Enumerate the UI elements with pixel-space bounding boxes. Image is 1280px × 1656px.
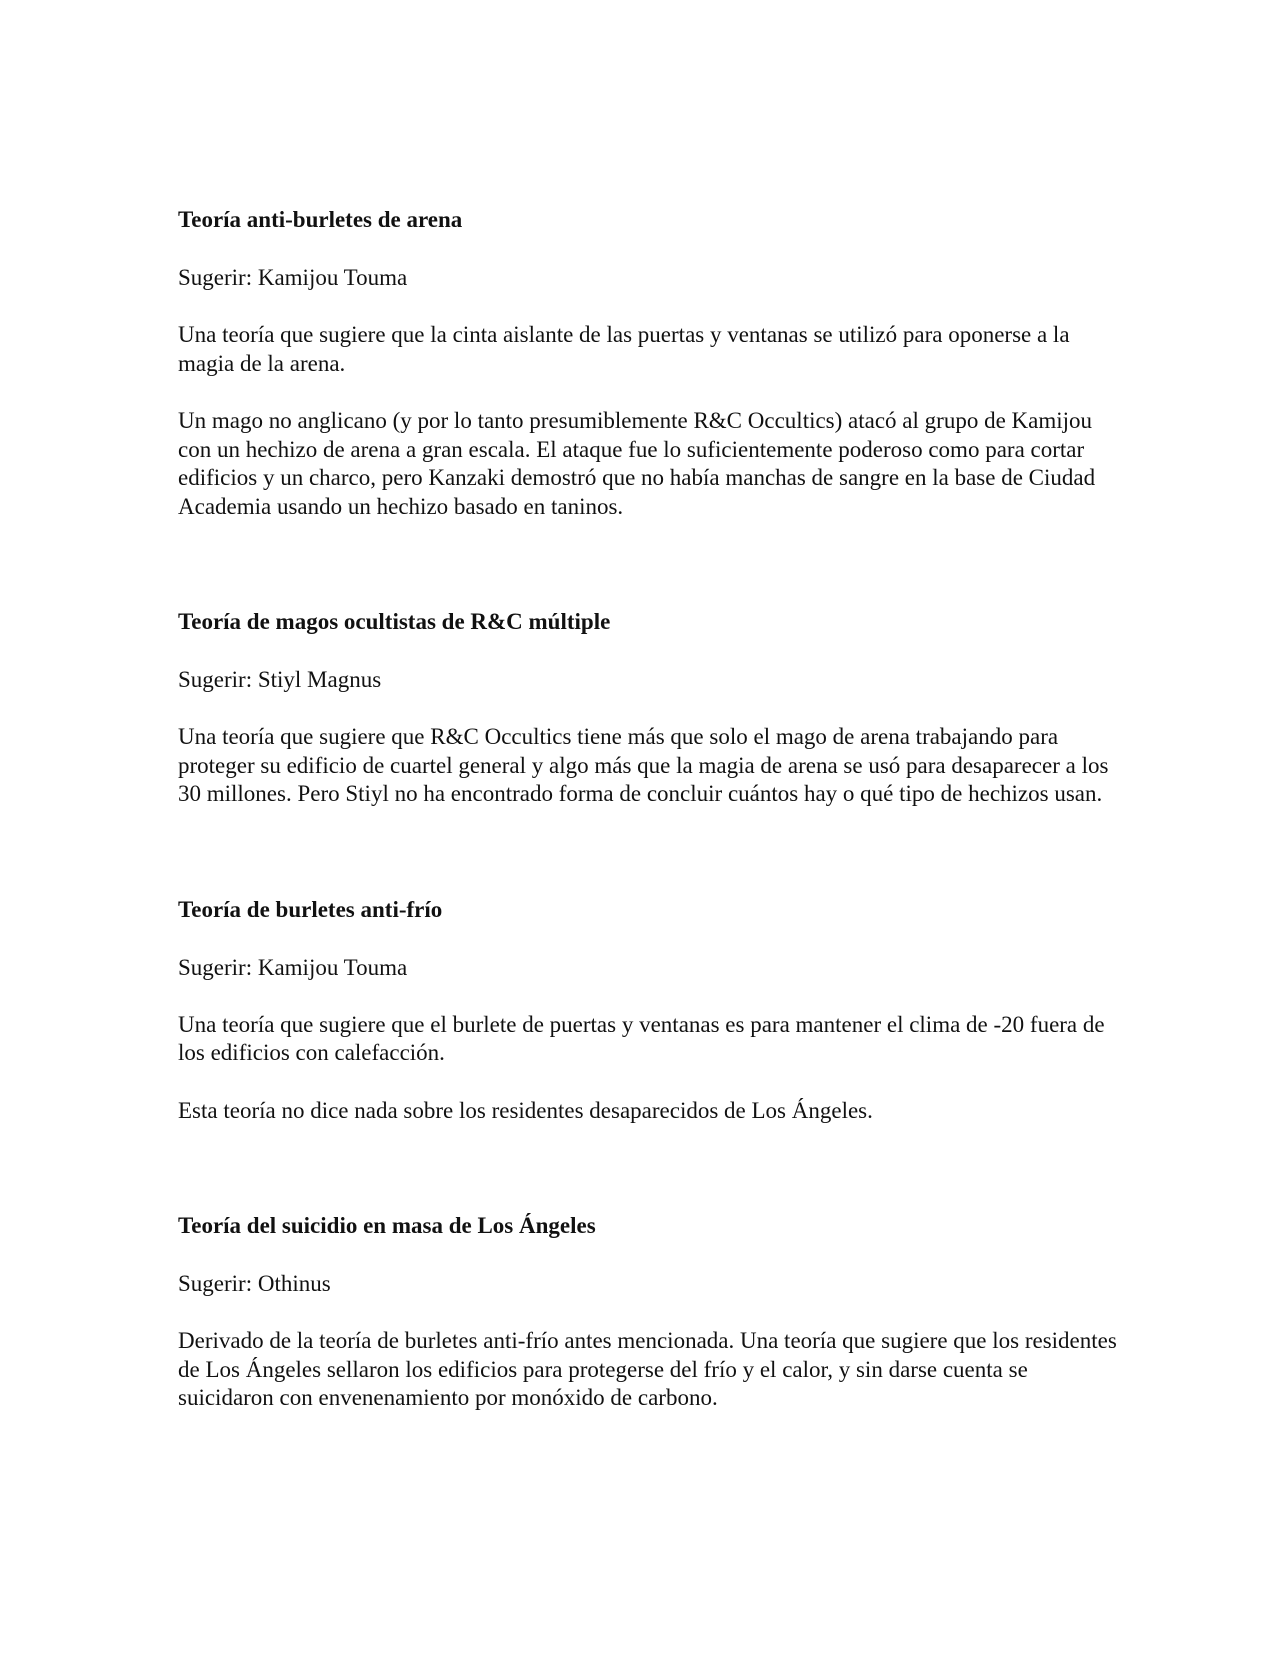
paragraph: Derivado de la teoría de burletes anti-frío antes mencionada. Una teoría que sugiere que los residentes de Los Ángeles sellaron los edificios para protegerse del frío y el calor, y sin darse cuenta se suicidaron con envenenamiento por monóxido de carbono.: [178, 1328, 1117, 1410]
theory-section-cold-weatherstrip: [178, 895, 1118, 1126]
paragraph: Un mago no anglicano (y por lo tanto presumiblemente R&C Occultics) atacó al grupo de Kamijou con un hechizo de arena a gran escala. El ataque fue lo suficientemente poderoso como para cortar edificios y un charco, pero Kanzaki demostró que no había manchas de sangre en la base de Ciudad Academia usando un hechizo basado en taninos.: [178, 408, 1096, 519]
theory-section-multiple-magicians: [178, 607, 1118, 809]
suggested-by: Sugerir: Othinus: [178, 1271, 331, 1296]
section-title: Teoría de burletes anti-frío: [178, 896, 443, 922]
section-title: Teoría anti-burletes de arena: [178, 207, 463, 232]
suggested-by: Sugerir: Kamijou Touma: [178, 954, 408, 980]
section-title: Teoría de magos ocultistas de R&C múltiple: [178, 609, 611, 634]
suggested-by: Sugerir: Kamijou Touma: [178, 265, 408, 290]
theory-section-mass-suicide: [178, 1211, 1118, 1413]
paragraph: Una teoría que sugiere que el burlete de puertas y ventanas es para mantener el clima de -20 fuera de los edificios con calefacción.: [178, 1011, 1105, 1065]
document-page: [178, 205, 1118, 1413]
theory-section-sand-weatherstrip: [178, 205, 1118, 521]
paragraph: Una teoría que sugiere que la cinta aislante de las puertas y ventanas se utilizó para oponerse a la magia de la arena.: [178, 322, 1070, 376]
paragraph: Una teoría que sugiere que R&C Occultics tiene más que solo el mago de arena trabajando para proteger su edificio de cuartel general y algo más que la magia de arena se usó para desaparecer a los 30 millones. Pero Stiyl no ha encontrado forma de concluir cuántos hay o qué tipo de hechizos usan.: [178, 724, 1109, 806]
section-title: Teoría del suicidio en masa de Los Ángeles: [178, 1213, 596, 1238]
suggested-by: Sugerir: Stiyl Magnus: [178, 667, 382, 692]
paragraph: Esta teoría no dice nada sobre los residentes desaparecidos de Los Ángeles.: [178, 1097, 873, 1123]
